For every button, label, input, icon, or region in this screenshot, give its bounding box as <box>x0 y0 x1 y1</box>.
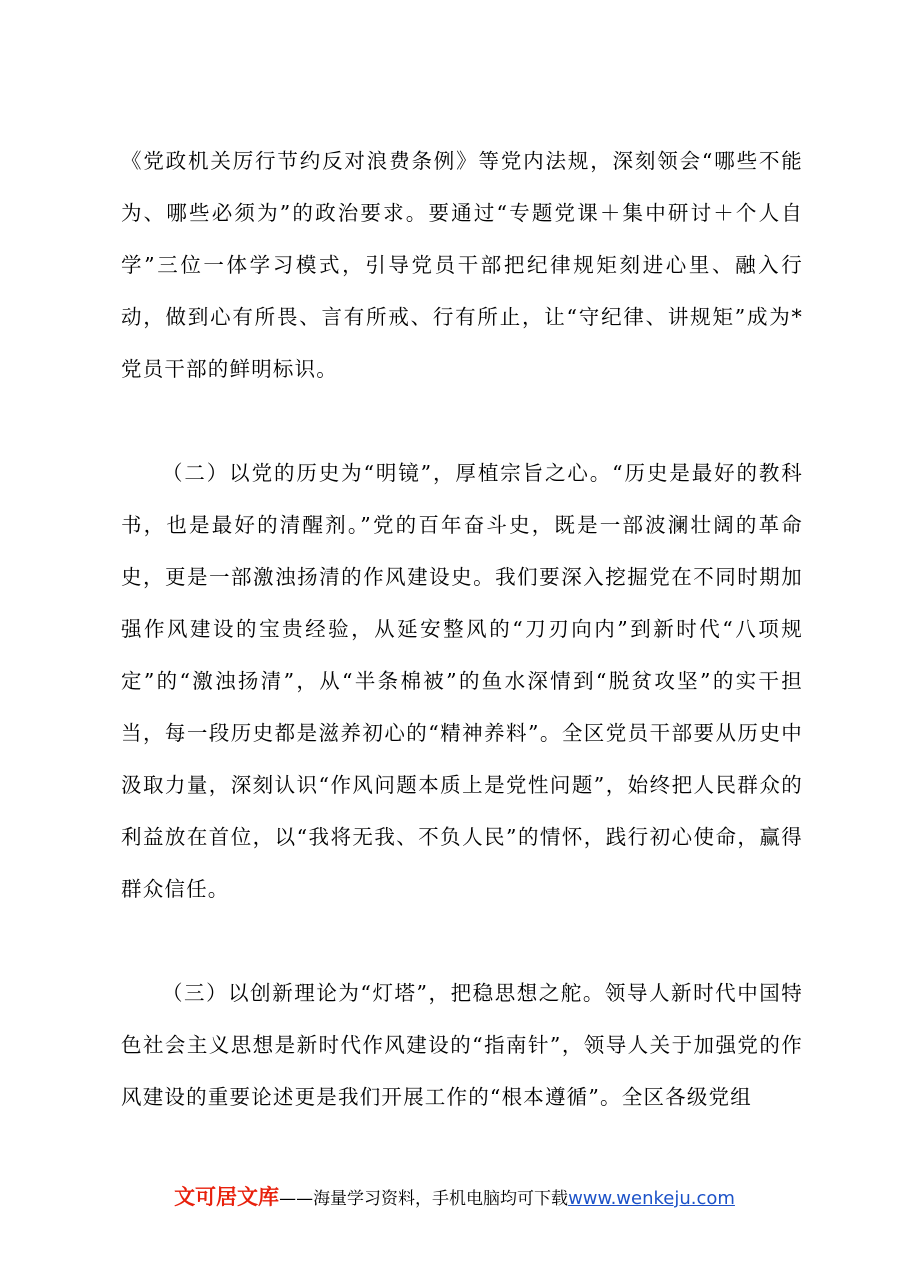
paragraph-continuation: 《党政机关厉行节约反对浪费条例》等党内法规，深刻领会“哪些不能为、哪些必须为”的政治要求。要通过“专题党课＋集中研讨＋个人自学”三位一体学习模式，引导党员干部把纪律规矩刻进心里、融入行动，做到心有所畏、言有所戒、行有所止，让“守纪律、讲规矩”成为*党员干部的鲜明标识。 <box>121 149 803 381</box>
footer-banner <box>0 1177 909 1219</box>
footer-website-link[interactable]: www.wenkeju.com <box>568 1188 735 1209</box>
paragraph-section-2: （二）以党的历史为“明镜”，厚植宗旨之心。“历史是最好的教科书，也是最好的清醒剂。”党的百年奋斗史，既是一部波澜壮阔的革命史，更是一部激浊扬清的作风建设史。我们要深入挖掘党在不同时期加强作风建设的宝贵经验，从延安整风的“刀刃向内”到新时代“八项规定”的“激浊扬清”，从“半条棉被”的鱼水深情到“脱贫攻坚”的实干担当，每一段历史都是滋养初心的“精神养料”。全区党员干部要从历史中汲取力量，深刻认识“作风问题本质上是党性问题”，始终把人民群众的利益放在首位，以“我将无我、不负人民”的情怀，践行初心使命，赢得群众信任。 <box>121 461 803 901</box>
paragraph-section-3: （三）以创新理论为“灯塔”，把稳思想之舵。领导人新时代中国特色社会主义思想是新时代作风建设的“指南针”，领导人关于加强党的作风建设的重要论述更是我们开展工作的“根本遵循”。全区各级党组 <box>121 981 803 1109</box>
footer-brand: 文可居文库 <box>174 1185 280 1209</box>
footer-tagline: ——海量学习资料，手机电脑均可下载 <box>279 1189 569 1209</box>
